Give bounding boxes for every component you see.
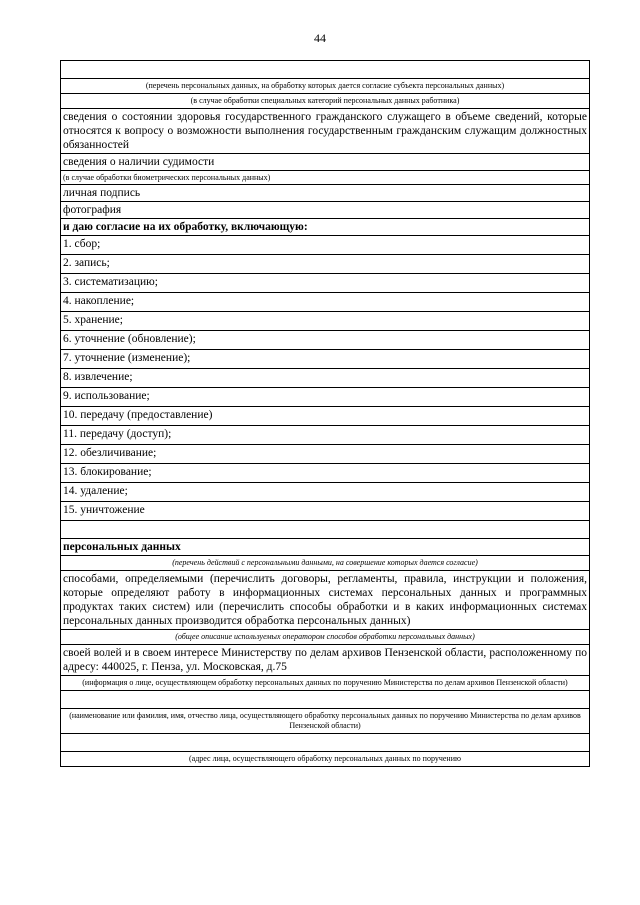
blank-row: [61, 691, 590, 709]
row-text: (перечень персональных данных, на обработку которых дается согласие субъекта персональных данных): [61, 79, 590, 94]
form-row: [61, 388, 590, 407]
row-text: 7. уточнение (изменение);: [61, 350, 590, 369]
row-text: 11. передачу (доступ);: [61, 426, 590, 445]
row-text: 9. использование;: [61, 388, 590, 407]
row-text: способами, определяемыми (перечислить договоры, регламенты, правила, инструкции и положения, которые определяют работу в информационных системах персональных данных и программных продуктах таких систем) или (перечислить способы обработки и в каких информационных системах персональных данных производится обработка персональных данных): [61, 571, 590, 630]
form-row: [61, 645, 590, 676]
form-row: [61, 369, 590, 388]
row-text: своей волей и в своем интересе Министерству по делам архивов Пензенской области, расположенному по адресу: 440025, г. Пенза, ул. Московская, д.75: [61, 645, 590, 676]
row-text: 14. удаление;: [61, 483, 590, 502]
row-text: сведения о наличии судимости: [61, 154, 590, 171]
row-text: (информация о лице, осуществляющем обработку персональных данных по поручению Министерства по делам архивов Пензенской области): [61, 676, 590, 691]
consent-form-table: [60, 60, 590, 767]
row-text: персональных данных: [61, 539, 590, 556]
caption-row: [61, 79, 590, 94]
row-text: 8. извлечение;: [61, 369, 590, 388]
caption-row: [61, 630, 590, 645]
form-row: [61, 464, 590, 483]
row-text: (общее описание используемых оператором способов обработки персональных данных): [61, 630, 590, 645]
row-text: 4. накопление;: [61, 293, 590, 312]
form-row: [61, 483, 590, 502]
form-row: [61, 407, 590, 426]
blank-row: [61, 734, 590, 752]
caption-row: [61, 556, 590, 571]
form-row: [61, 202, 590, 219]
form-row: [61, 154, 590, 171]
row-text: 1. сбор;: [61, 236, 590, 255]
row-text: (адрес лица, осуществляющего обработку персональных данных по поручению: [61, 752, 590, 767]
row-text: 5. хранение;: [61, 312, 590, 331]
caption-row: [61, 171, 590, 185]
form-row: [61, 539, 590, 556]
form-row: [61, 255, 590, 274]
form-row: [61, 219, 590, 236]
page-number: 44: [314, 31, 326, 45]
form-row: [61, 236, 590, 255]
form-row: [61, 571, 590, 630]
form-row: [61, 426, 590, 445]
row-text: (наименование или фамилия, имя, отчество лица, осуществляющего обработку персональных данных по поручению Министерства по делам архивов Пензенской области): [61, 709, 590, 734]
form-row: [61, 502, 590, 521]
row-text: 3. систематизацию;: [61, 274, 590, 293]
row-text: 15. уничтожение: [61, 502, 590, 521]
blank-cell: [61, 61, 590, 79]
form-row: [61, 293, 590, 312]
blank-cell: [61, 521, 590, 539]
caption-row: [61, 709, 590, 734]
row-text: 10. передачу (предоставление): [61, 407, 590, 426]
caption-row: [61, 94, 590, 109]
form-row: [61, 312, 590, 331]
row-text: сведения о состоянии здоровья государственного гражданского служащего в объеме сведений, которые относятся к вопросу о возможности выполнения государственным гражданским служащим должностных обязанностей: [61, 109, 590, 154]
blank-cell: [61, 691, 590, 709]
row-text: 2. запись;: [61, 255, 590, 274]
row-text: фотография: [61, 202, 590, 219]
form-row: [61, 185, 590, 202]
form-row: [61, 331, 590, 350]
blank-cell: [61, 734, 590, 752]
consent-form-body: [61, 61, 590, 767]
caption-row: [61, 676, 590, 691]
row-text: 13. блокирование;: [61, 464, 590, 483]
row-text: 12. обезличивание;: [61, 445, 590, 464]
form-row: [61, 274, 590, 293]
form-row: [61, 445, 590, 464]
row-text: 6. уточнение (обновление);: [61, 331, 590, 350]
row-text: личная подпись: [61, 185, 590, 202]
form-row: [61, 350, 590, 369]
blank-row: [61, 521, 590, 539]
row-text: (в случае обработки специальных категорий персональных данных работника): [61, 94, 590, 109]
row-text: (в случае обработки биометрических персональных данных): [61, 171, 590, 185]
form-row: [61, 109, 590, 154]
blank-row: [61, 61, 590, 79]
caption-row: [61, 752, 590, 767]
row-text: (перечень действий с персональными данными, на совершение которых дается согласие): [61, 556, 590, 571]
row-text: и даю согласие на их обработку, включающую:: [61, 219, 590, 236]
